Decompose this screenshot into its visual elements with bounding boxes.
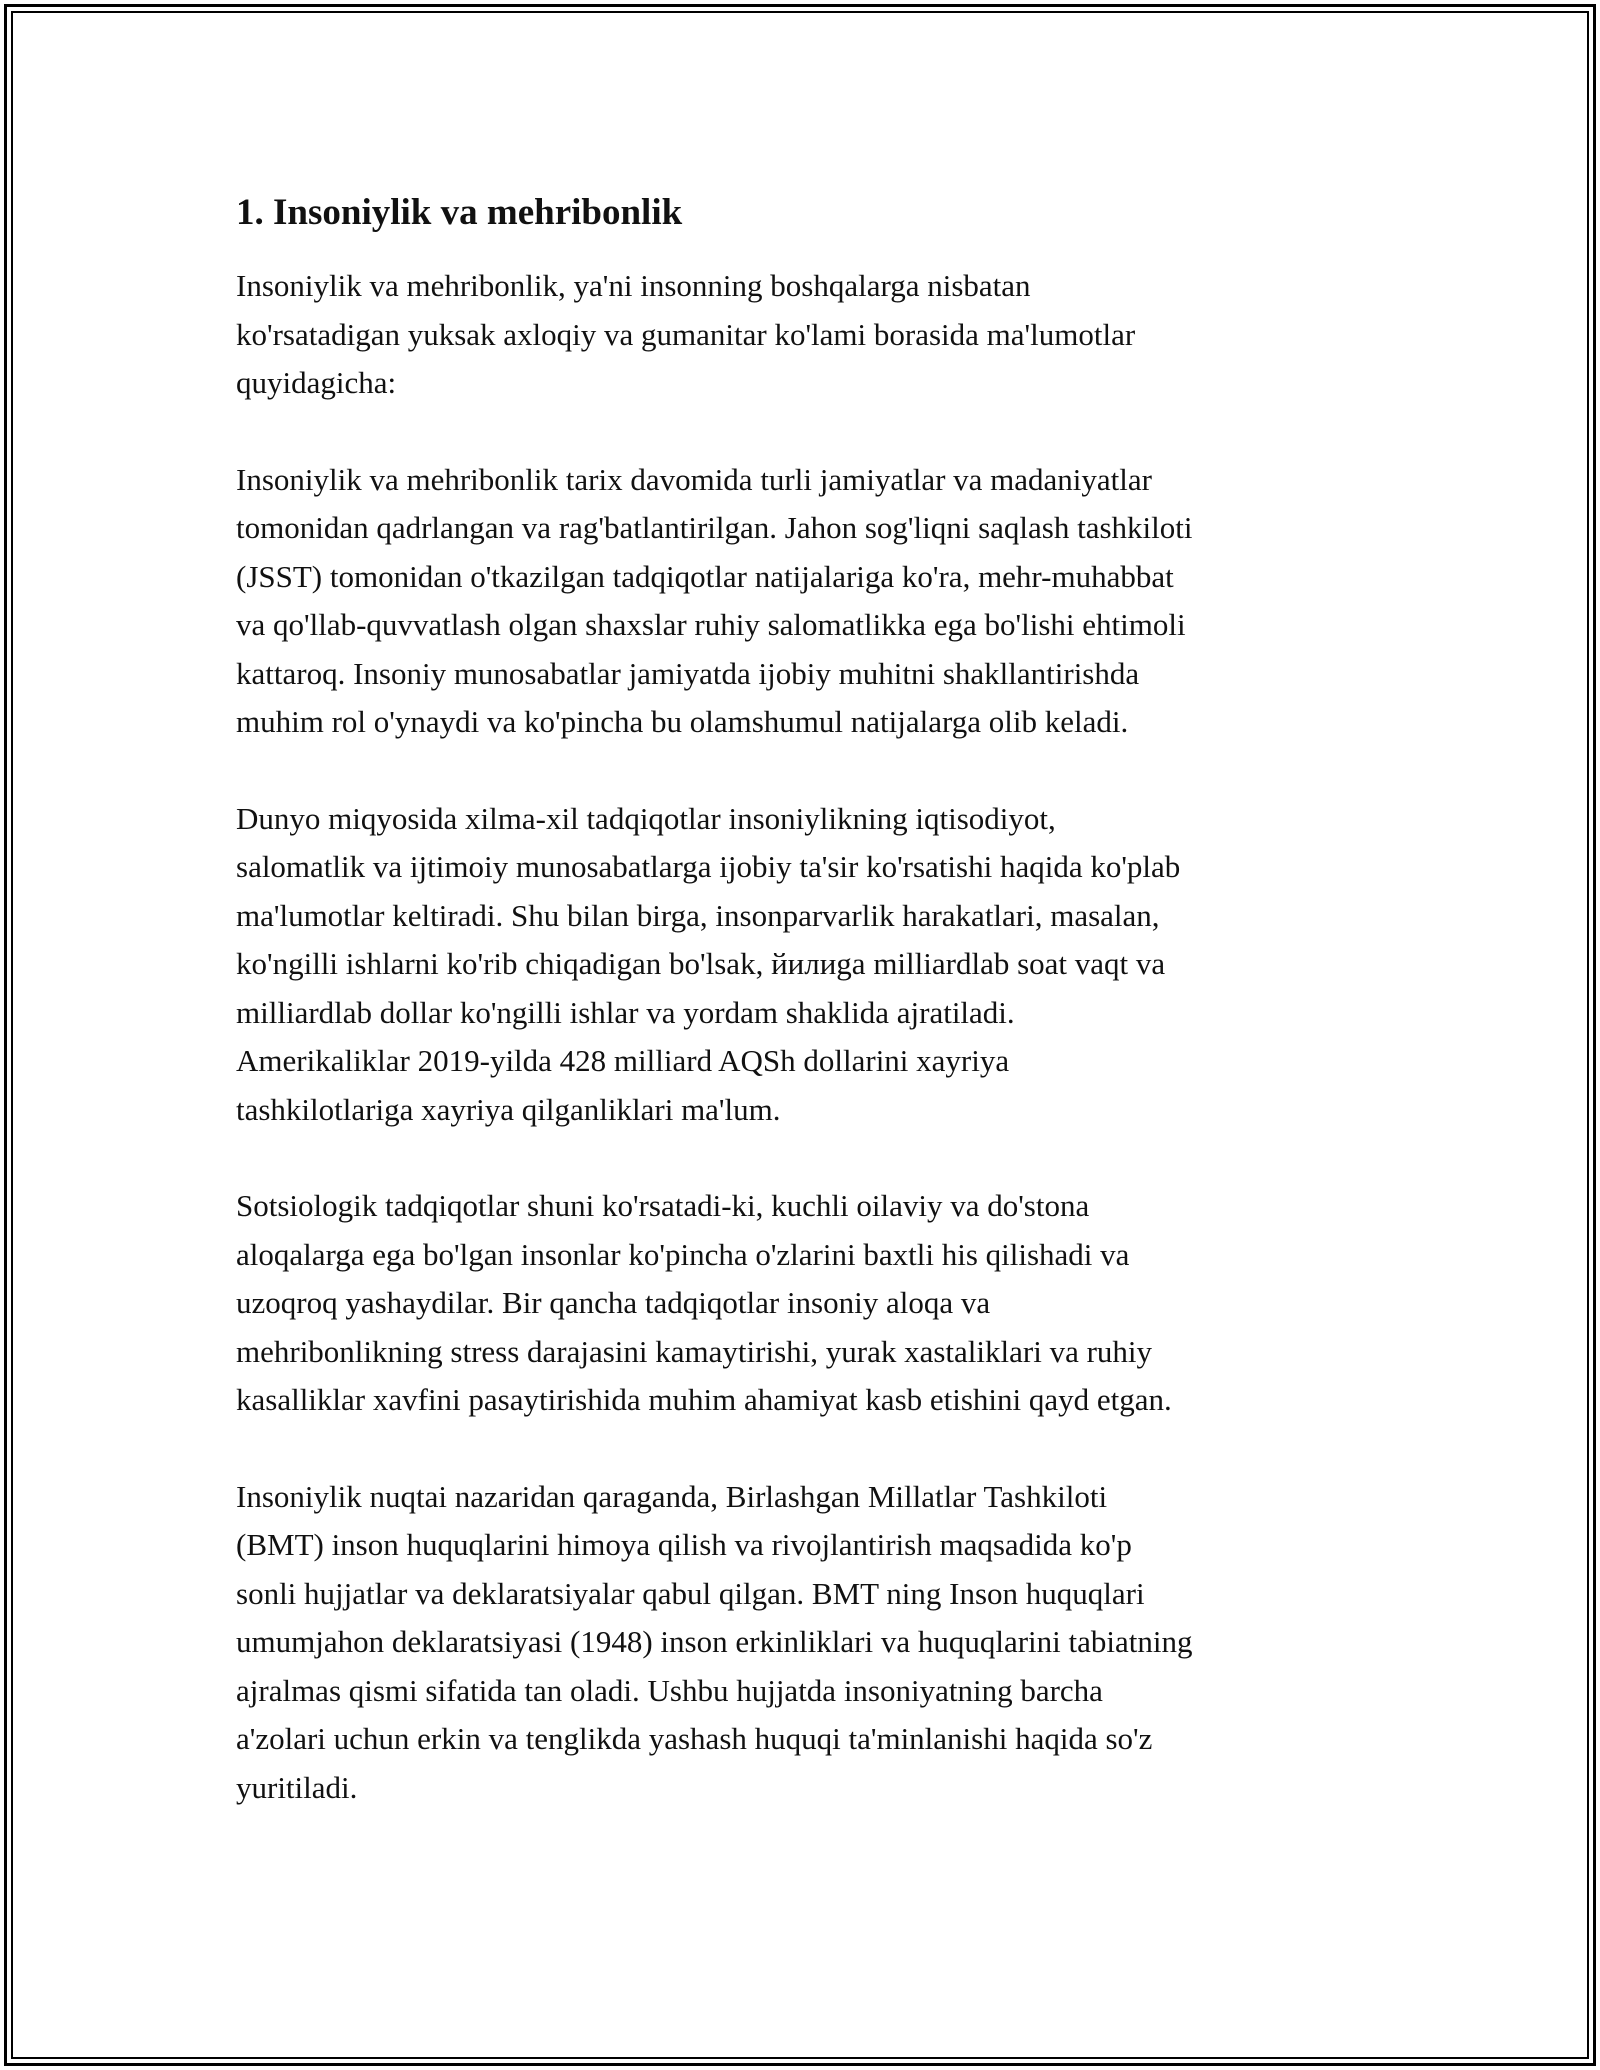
paragraph xyxy=(236,1473,1386,1813)
text-line: Dunyo miqyosida xilma-xil tadqiqotlar insoniylikning iqtisodiyot, xyxy=(236,800,1056,836)
text-line: mehribonlikning stress darajasini kamaytirishi, yurak xastaliklari va ruhiy xyxy=(236,1333,1153,1369)
text-line: uzoqroq yashaydilar. Bir qancha tadqiqotlar insoniy aloqa va xyxy=(236,1285,991,1320)
document-body xyxy=(236,188,1386,1860)
paragraph xyxy=(236,456,1386,747)
text-line: ko'ngilli ishlarni ko'rib chiqadigan bo'lsak, йилиga milliardlab soat vaqt va xyxy=(236,946,1166,981)
text-line: Insoniylik va mehribonlik, ya'ni insonning boshqalarga nisbatan xyxy=(236,268,1031,303)
text-line: ko'rsatadigan yuksak axloqiy va gumanitar ko'lami borasida ma'lumotlar xyxy=(236,316,1136,352)
text-line: tomonidan qadrlangan va rag'batlantirilgan. Jahon sog'liqni saqlash tashkiloti xyxy=(236,510,1193,545)
paragraph xyxy=(236,262,1386,408)
text-line: kattaroq. Insoniy munosabatlar jamiyatda ijobiy muhitni shakllantirishda xyxy=(236,655,1140,691)
text-line: tashkilotlariga xayriya qilganliklari ma'lum. xyxy=(236,1091,781,1127)
text-line: muhim rol o'ynaydi va ko'pincha bu olamshumul natijalarga olib keladi. xyxy=(236,704,1129,739)
paragraph xyxy=(236,1182,1386,1425)
paragraph xyxy=(236,795,1386,1135)
text-line: aloqalarga ega bo'lgan insonlar ko'pincha o'zlarini baxtli his qilishadi va xyxy=(236,1236,1130,1272)
text-line: Amerikaliklar 2019-yilda 428 milliard AQSh dollarini xayriya xyxy=(236,1043,1010,1078)
text-line: kasalliklar xavfini pasaytirishida muhim ahamiyat kasb etishini qayd etgan. xyxy=(236,1382,1172,1417)
text-line: a'zolari uchun erkin va tenglikda yashash huquqi ta'minlanishi haqida so'z xyxy=(236,1721,1153,1756)
text-line: yuritiladi. xyxy=(236,1769,358,1805)
paragraph-list xyxy=(236,262,1386,1812)
section-heading: 1. Insoniylik va mehribonlik xyxy=(236,192,683,233)
text-line: umumjahon deklaratsiyasi (1948) inson erkinliklari va huquqlarini tabiatning xyxy=(236,1624,1193,1659)
text-line: quyidagicha: xyxy=(236,365,397,400)
text-line: ma'lumotlar keltiradi. Shu bilan birga, insonparvarlik harakatlari, masalan, xyxy=(236,897,1160,933)
text-line: Insoniylik va mehribonlik tarix davomida turli jamiyatlar va madaniyatlar xyxy=(236,461,1152,497)
text-line: Insoniylik nuqtai nazaridan qaraganda, Birlashgan Millatlar Tashkiloti xyxy=(236,1478,1108,1514)
text-line: Sotsiologik tadqiqotlar shuni ko'rsatadi-ki, kuchli oilaviy va do'stona xyxy=(236,1188,1090,1223)
text-line: ajralmas qismi sifatida tan oladi. Ushbu hujjatda insoniyatning barcha xyxy=(236,1672,1103,1708)
text-line: sonli hujjatlar va deklaratsiyalar qabul qilgan. BMT ning Inson huquqlari xyxy=(236,1575,1145,1611)
text-line: va qo'llab-quvvatlash olgan shaxslar ruhiy salomatlikka ega bo'lishi ehtimoli xyxy=(236,607,1186,642)
text-line: milliardlab dollar ko'ngilli ishlar va yordam shaklida ajratiladi. xyxy=(236,994,1015,1030)
text-line: salomatlik va ijtimoiy munosabatlarga ijobiy ta'sir ko'rsatishi haqida ko'plab xyxy=(236,849,1181,884)
text-line: (BMT) inson huquqlarini himoya qilish va rivojlantirish maqsadida ko'p xyxy=(236,1527,1132,1562)
text-line: (JSST) tomonidan o'tkazilgan tadqiqotlar natijalariga ko'ra, mehr-muhabbat xyxy=(236,558,1174,594)
